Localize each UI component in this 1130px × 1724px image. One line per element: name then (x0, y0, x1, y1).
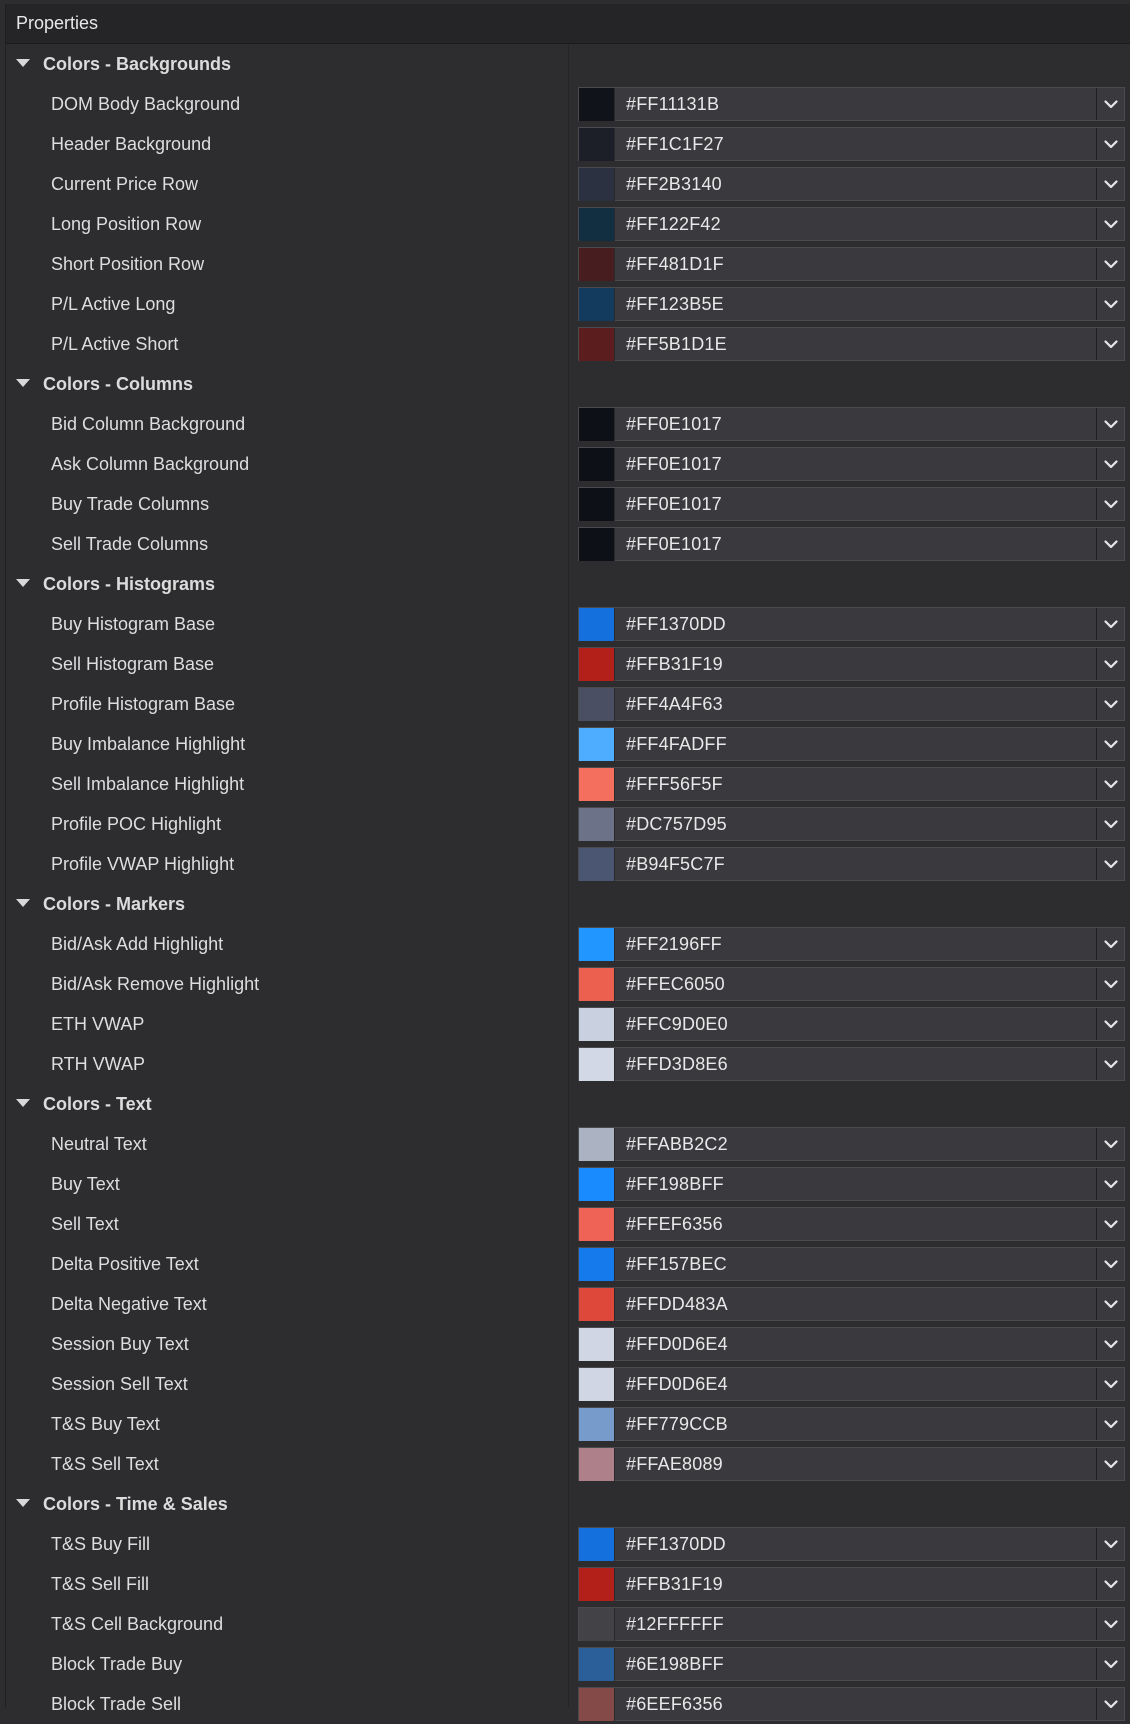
color-swatch[interactable] (579, 1288, 615, 1321)
property-label: Neutral Text (51, 1134, 147, 1154)
color-picker-field[interactable] (578, 247, 1125, 281)
color-picker-field[interactable] (578, 407, 1125, 441)
color-hex-input[interactable]: #FF0E1017 (626, 453, 722, 474)
chevron-down-icon (1104, 500, 1118, 509)
dropdown-button[interactable] (1096, 688, 1124, 720)
color-picker-field[interactable] (578, 687, 1125, 721)
property-label: Sell Histogram Base (51, 654, 215, 674)
chevron-down-icon (1104, 1660, 1118, 1669)
color-hex-input[interactable]: #FFC9D0E0 (626, 1013, 728, 1034)
color-swatch[interactable] (579, 1008, 615, 1041)
property-label: RTH VWAP (51, 1054, 146, 1074)
color-swatch[interactable] (579, 1208, 615, 1241)
color-hex-input[interactable]: #6EEF6356 (626, 1693, 723, 1714)
property-label: Delta Positive Text (51, 1254, 199, 1274)
chevron-down-icon (1104, 1020, 1118, 1029)
dropdown-button[interactable] (1096, 88, 1124, 120)
color-hex-input[interactable]: #FF4FADFF (626, 733, 727, 754)
color-hex-input[interactable]: #FF157BEC (626, 1253, 727, 1274)
color-hex-input[interactable]: #FFD0D6E4 (626, 1373, 728, 1394)
chevron-down-icon (1104, 260, 1118, 269)
chevron-down-icon (1104, 180, 1118, 189)
category-label: Colors - Markers (43, 893, 186, 914)
dropdown-button[interactable] (1096, 1128, 1124, 1160)
color-swatch[interactable] (579, 208, 615, 241)
color-hex-input[interactable]: #FFEF6356 (626, 1213, 723, 1234)
color-swatch[interactable] (579, 88, 615, 121)
chevron-down-icon (1104, 420, 1118, 429)
color-picker-field[interactable] (578, 1407, 1125, 1441)
dropdown-button[interactable] (1096, 408, 1124, 440)
dropdown-button[interactable] (1096, 1688, 1124, 1720)
property-label: ETH VWAP (51, 1014, 145, 1034)
property-label: T&S Cell Background (51, 1614, 224, 1634)
dropdown-button[interactable] (1096, 248, 1124, 280)
color-picker-field[interactable] (578, 1367, 1125, 1401)
chevron-down-icon (1104, 140, 1118, 149)
color-swatch[interactable] (579, 1448, 615, 1481)
property-label: Buy Histogram Base (51, 614, 216, 634)
dropdown-button[interactable] (1096, 168, 1124, 200)
property-label: Profile Histogram Base (51, 694, 236, 714)
color-swatch[interactable] (579, 288, 615, 321)
category-label: Colors - Backgrounds (43, 53, 232, 74)
chevron-down-icon (1104, 1540, 1118, 1549)
color-swatch[interactable] (579, 848, 615, 881)
color-hex-input[interactable]: #FF0E1017 (626, 493, 722, 514)
color-swatch[interactable] (579, 1048, 615, 1081)
color-hex-input[interactable]: #FFEC6050 (626, 973, 725, 994)
chevron-down-icon (1104, 660, 1118, 669)
chevron-down-icon (1104, 1460, 1118, 1469)
color-picker-field[interactable] (578, 1287, 1125, 1321)
dropdown-button[interactable] (1096, 1448, 1124, 1480)
color-picker-field[interactable] (578, 127, 1125, 161)
color-hex-input[interactable]: #FF0E1017 (626, 533, 722, 554)
color-hex-input[interactable]: #FFABB2C2 (626, 1133, 728, 1154)
color-swatch[interactable] (579, 808, 615, 841)
dropdown-button[interactable] (1096, 1248, 1124, 1280)
color-hex-input[interactable]: #FF779CCB (626, 1413, 728, 1434)
dropdown-button[interactable] (1096, 1288, 1124, 1320)
dropdown-button[interactable] (1096, 328, 1124, 360)
color-hex-input[interactable]: #FF5B1D1E (626, 333, 727, 354)
color-picker-field[interactable] (578, 87, 1125, 121)
color-swatch[interactable] (579, 1168, 615, 1201)
color-swatch[interactable] (579, 1648, 615, 1681)
chevron-down-icon (1104, 940, 1118, 949)
chevron-down-icon (1104, 740, 1118, 749)
property-label: Buy Trade Columns (51, 494, 210, 514)
color-swatch[interactable] (579, 128, 615, 161)
color-picker-field[interactable] (578, 927, 1125, 961)
chevron-down-icon (1104, 620, 1118, 629)
property-label: T&S Buy Fill (51, 1534, 151, 1554)
color-hex-input[interactable]: #FF481D1F (626, 253, 724, 274)
property-label: T&S Sell Fill (51, 1574, 150, 1594)
color-picker-field[interactable] (578, 1527, 1125, 1561)
property-label: Block Trade Buy (51, 1654, 183, 1674)
dropdown-button[interactable] (1096, 1208, 1124, 1240)
color-swatch[interactable] (579, 1128, 615, 1161)
color-swatch[interactable] (579, 1408, 615, 1441)
color-hex-input[interactable]: #FFD3D8E6 (626, 1053, 728, 1074)
property-label: Header Background (51, 134, 212, 154)
color-swatch[interactable] (579, 608, 615, 641)
color-swatch[interactable] (579, 1688, 615, 1721)
caret-down-icon[interactable] (16, 1499, 30, 1507)
dropdown-button[interactable] (1096, 208, 1124, 240)
color-picker-field[interactable] (578, 287, 1125, 321)
color-hex-input[interactable]: #FF2196FF (626, 933, 722, 954)
chevron-down-icon (1104, 1300, 1118, 1309)
chevron-down-icon (1104, 1580, 1118, 1589)
chevron-down-icon (1104, 1180, 1118, 1189)
color-hex-input[interactable]: #FF0E1017 (626, 413, 722, 434)
color-swatch[interactable] (579, 488, 615, 521)
property-label: Current Price Row (51, 174, 199, 194)
property-label: Session Sell Text (51, 1374, 188, 1394)
color-swatch[interactable] (579, 968, 615, 1001)
color-swatch[interactable] (579, 1608, 615, 1641)
property-label: Long Position Row (51, 214, 202, 234)
color-swatch[interactable] (579, 1568, 615, 1601)
column-divider[interactable] (568, 44, 569, 1707)
dropdown-button[interactable] (1096, 288, 1124, 320)
chevron-down-icon (1104, 1700, 1118, 1709)
property-label: T&S Sell Text (51, 1454, 159, 1474)
property-label: Session Buy Text (51, 1334, 189, 1354)
color-picker-field[interactable] (578, 727, 1125, 761)
dropdown-button[interactable] (1096, 528, 1124, 560)
dropdown-button[interactable] (1096, 968, 1124, 1000)
property-label: Sell Text (51, 1214, 119, 1234)
property-label: Bid/Ask Add Highlight (51, 934, 224, 954)
chevron-down-icon (1104, 220, 1118, 229)
dropdown-button[interactable] (1096, 1048, 1124, 1080)
category-label: Colors - Columns (43, 373, 194, 394)
color-picker-field[interactable] (578, 767, 1125, 801)
color-swatch[interactable] (579, 328, 615, 361)
dropdown-button[interactable] (1096, 728, 1124, 760)
dropdown-button[interactable] (1096, 848, 1124, 880)
color-hex-input[interactable]: #FFB31F19 (626, 1573, 723, 1594)
category-label: Colors - Text (43, 1093, 152, 1114)
dropdown-button[interactable] (1096, 1608, 1124, 1640)
chevron-down-icon (1104, 460, 1118, 469)
color-picker-field[interactable] (578, 1647, 1125, 1681)
caret-down-icon[interactable] (16, 379, 30, 387)
dropdown-button[interactable] (1096, 1648, 1124, 1680)
color-swatch[interactable] (579, 168, 615, 201)
color-swatch[interactable] (579, 1248, 615, 1281)
color-swatch[interactable] (579, 528, 615, 561)
color-swatch[interactable] (579, 648, 615, 681)
caret-down-icon[interactable] (16, 899, 30, 907)
color-picker-field[interactable] (578, 1687, 1125, 1721)
chevron-down-icon (1104, 1220, 1118, 1229)
property-label: Sell Trade Columns (51, 534, 209, 554)
chevron-down-icon (1104, 1380, 1118, 1389)
property-label: Bid/Ask Remove Highlight (51, 974, 260, 994)
color-picker-field[interactable] (578, 1047, 1125, 1081)
property-label: Ask Column Background (51, 454, 250, 474)
color-swatch[interactable] (579, 728, 615, 761)
color-picker-field[interactable] (578, 807, 1125, 841)
chevron-down-icon (1104, 820, 1118, 829)
dropdown-button[interactable] (1096, 128, 1124, 160)
chevron-down-icon (1104, 1060, 1118, 1069)
property-label: P/L Active Short (51, 334, 179, 354)
dropdown-button[interactable] (1096, 928, 1124, 960)
property-label: Profile VWAP Highlight (51, 854, 235, 874)
chevron-down-icon (1104, 700, 1118, 709)
color-hex-input[interactable]: #FF1C1F27 (626, 133, 724, 154)
property-label: Buy Imbalance Highlight (51, 734, 246, 754)
color-hex-input[interactable]: #6E198BFF (626, 1653, 724, 1674)
chevron-down-icon (1104, 860, 1118, 869)
color-picker-field[interactable] (578, 607, 1125, 641)
color-hex-input[interactable]: #FFDD483A (626, 1293, 728, 1314)
color-hex-input[interactable]: #FFAE8089 (626, 1453, 723, 1474)
caret-down-icon[interactable] (16, 59, 30, 67)
color-picker-field[interactable] (578, 1447, 1125, 1481)
color-hex-input[interactable]: #FF198BFF (626, 1173, 724, 1194)
property-label: Bid Column Background (51, 414, 246, 434)
color-picker-field[interactable] (578, 487, 1125, 521)
chevron-down-icon (1104, 100, 1118, 109)
dropdown-button[interactable] (1096, 608, 1124, 640)
dropdown-button[interactable] (1096, 768, 1124, 800)
chevron-down-icon (1104, 1620, 1118, 1629)
color-swatch[interactable] (579, 928, 615, 961)
color-picker-field[interactable] (578, 967, 1125, 1001)
property-label: Buy Text (51, 1174, 120, 1194)
dropdown-button[interactable] (1096, 648, 1124, 680)
color-swatch[interactable] (579, 248, 615, 281)
color-picker-field[interactable] (578, 1127, 1125, 1161)
color-swatch[interactable] (579, 1368, 615, 1401)
color-swatch[interactable] (579, 408, 615, 441)
color-picker-field[interactable] (578, 1607, 1125, 1641)
dropdown-button[interactable] (1096, 1368, 1124, 1400)
caret-down-icon[interactable] (16, 579, 30, 587)
color-picker-field[interactable] (578, 647, 1125, 681)
properties-panel (5, 4, 1130, 1714)
chevron-down-icon (1104, 1420, 1118, 1429)
property-label: Profile POC Highlight (51, 814, 222, 834)
color-picker-field[interactable] (578, 1167, 1125, 1201)
color-hex-input[interactable]: #FF1370DD (626, 1533, 726, 1554)
property-label: DOM Body Background (51, 94, 241, 114)
color-hex-input[interactable]: #FF11131B (626, 93, 720, 114)
color-picker-field[interactable] (578, 1327, 1125, 1361)
caret-down-icon[interactable] (16, 1099, 30, 1107)
property-label: Delta Negative Text (51, 1294, 207, 1314)
color-hex-input[interactable]: #FFD0D6E4 (626, 1333, 728, 1354)
category-label: Colors - Histograms (43, 573, 216, 594)
dropdown-button[interactable] (1096, 1168, 1124, 1200)
category-label: Colors - Time & Sales (43, 1493, 228, 1514)
color-picker-field[interactable] (578, 447, 1125, 481)
color-picker-field[interactable] (578, 847, 1125, 881)
color-hex-input[interactable]: #FF2B3140 (626, 173, 722, 194)
color-picker-field[interactable] (578, 167, 1125, 201)
dropdown-button[interactable] (1096, 1328, 1124, 1360)
color-hex-input[interactable]: #FFF56F5F (626, 773, 723, 794)
color-swatch[interactable] (579, 768, 615, 801)
dropdown-button[interactable] (1096, 448, 1124, 480)
color-hex-input[interactable]: #FF4A4F63 (626, 693, 723, 714)
chevron-down-icon (1104, 300, 1118, 309)
dropdown-button[interactable] (1096, 1568, 1124, 1600)
color-picker-field[interactable] (578, 207, 1125, 241)
color-swatch[interactable] (579, 688, 615, 721)
color-picker-field[interactable] (578, 1207, 1125, 1241)
dropdown-button[interactable] (1096, 808, 1124, 840)
chevron-down-icon (1104, 340, 1118, 349)
panel-title: Properties (6, 4, 1130, 44)
chevron-down-icon (1104, 540, 1118, 549)
property-label: Sell Imbalance Highlight (51, 774, 245, 794)
color-hex-input[interactable]: #FF122F42 (626, 213, 721, 234)
color-hex-input[interactable]: #FF1370DD (626, 613, 726, 634)
color-picker-field[interactable] (578, 1007, 1125, 1041)
chevron-down-icon (1104, 1260, 1118, 1269)
dropdown-button[interactable] (1096, 488, 1124, 520)
color-hex-input[interactable]: #12FFFFFF (626, 1613, 724, 1634)
property-label: T&S Buy Text (51, 1414, 160, 1434)
color-hex-input[interactable]: #DC757D95 (626, 813, 727, 834)
chevron-down-icon (1104, 780, 1118, 789)
property-label: Short Position Row (51, 254, 205, 274)
color-picker-field[interactable] (578, 527, 1125, 561)
color-picker-field[interactable] (578, 1567, 1125, 1601)
color-swatch[interactable] (579, 1328, 615, 1361)
chevron-down-icon (1104, 980, 1118, 989)
color-hex-input[interactable]: #B94F5C7F (626, 853, 725, 874)
color-hex-input[interactable]: #FF123B5E (626, 293, 724, 314)
dropdown-button[interactable] (1096, 1408, 1124, 1440)
color-swatch[interactable] (579, 448, 615, 481)
chevron-down-icon (1104, 1140, 1118, 1149)
dropdown-button[interactable] (1096, 1528, 1124, 1560)
property-label: Block Trade Sell (51, 1694, 182, 1714)
color-picker-field[interactable] (578, 327, 1125, 361)
color-picker-field[interactable] (578, 1247, 1125, 1281)
color-hex-input[interactable]: #FFB31F19 (626, 653, 723, 674)
property-label: P/L Active Long (51, 294, 176, 314)
chevron-down-icon (1104, 1340, 1118, 1349)
dropdown-button[interactable] (1096, 1008, 1124, 1040)
color-swatch[interactable] (579, 1528, 615, 1561)
